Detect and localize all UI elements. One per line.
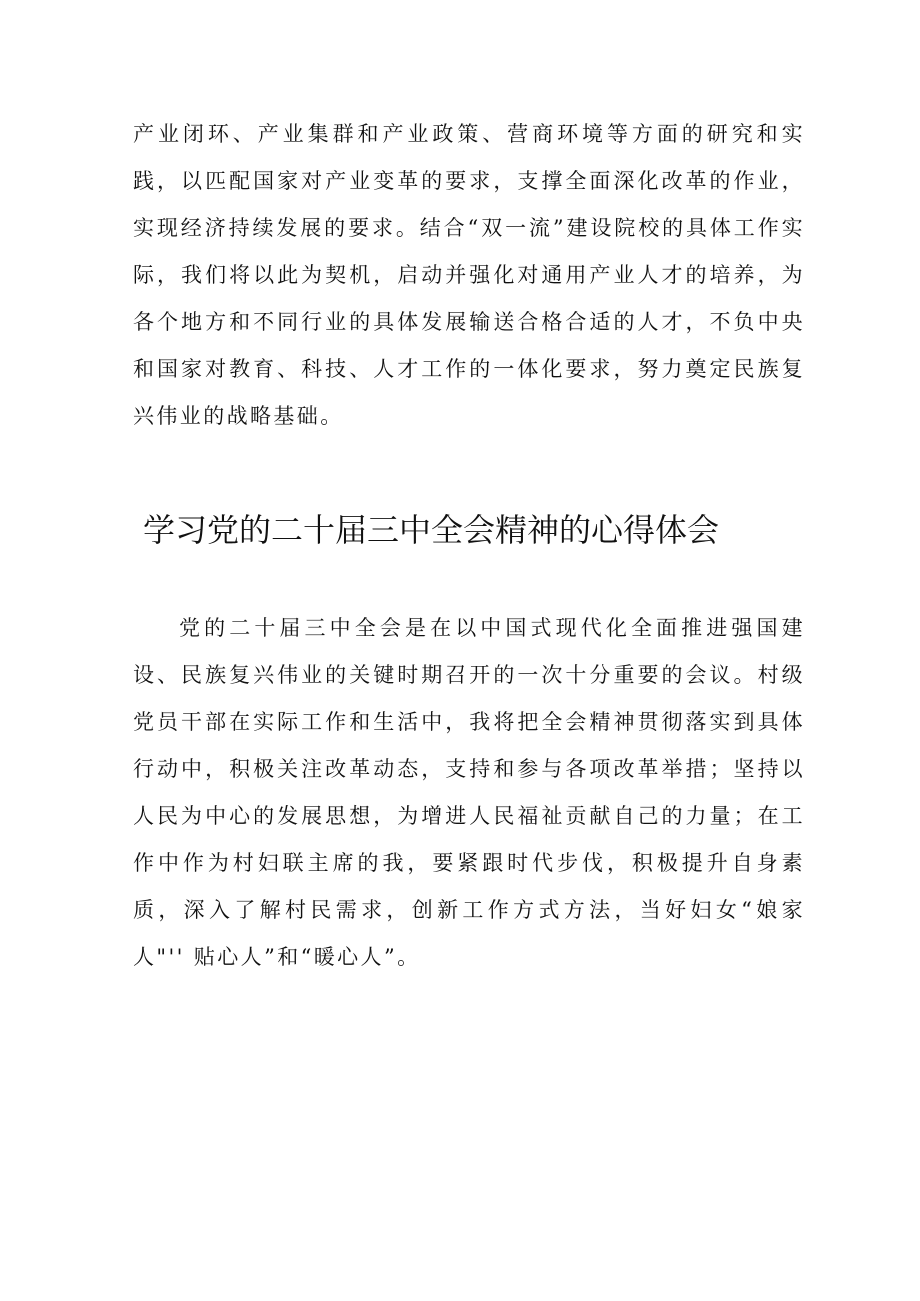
body-paragraph: 党的二十届三中全会是在以中国式现代化全面推进强国建设、民族复兴伟业的关键时期召开的一次十分重要的会议。村级党员干部在实际工作和生活中，我将把全会精神贯彻落实到具体行动中，积极关注改革动态，支持和参与各项改革举措；坚持以人民为中心的发展思想，为增进人民福祉贡献自己的力量；在工作中作为村妇联主席的我，要紧跟时代步伐，积极提升自身素质，深入了解村民需求，创新工作方式方法，当好妇女“娘家人"'' 贴心人”和“暖心人”。 [133,616,805,969]
body-paragraph-continued: 产业闭环、产业集群和产业政策、营商环境等方面的研究和实践，以匹配国家对产业变革的要求，支撑全面深化改革的作业，实现经济持续发展的要求。结合“双一流”建设院校的具体工作实际，我们将以此为契机，启动并强化对通用产业人才的培养，为各个地方和不同行业的具体发展输送合格合适的人才，不负中央和国家对教育、科技、人才工作的一体化要求，努力奠定民族复兴伟业的战略基础。 [133,122,805,428]
section-heading: 学习党的二十届三中全会精神的心得体会 [143,511,720,549]
